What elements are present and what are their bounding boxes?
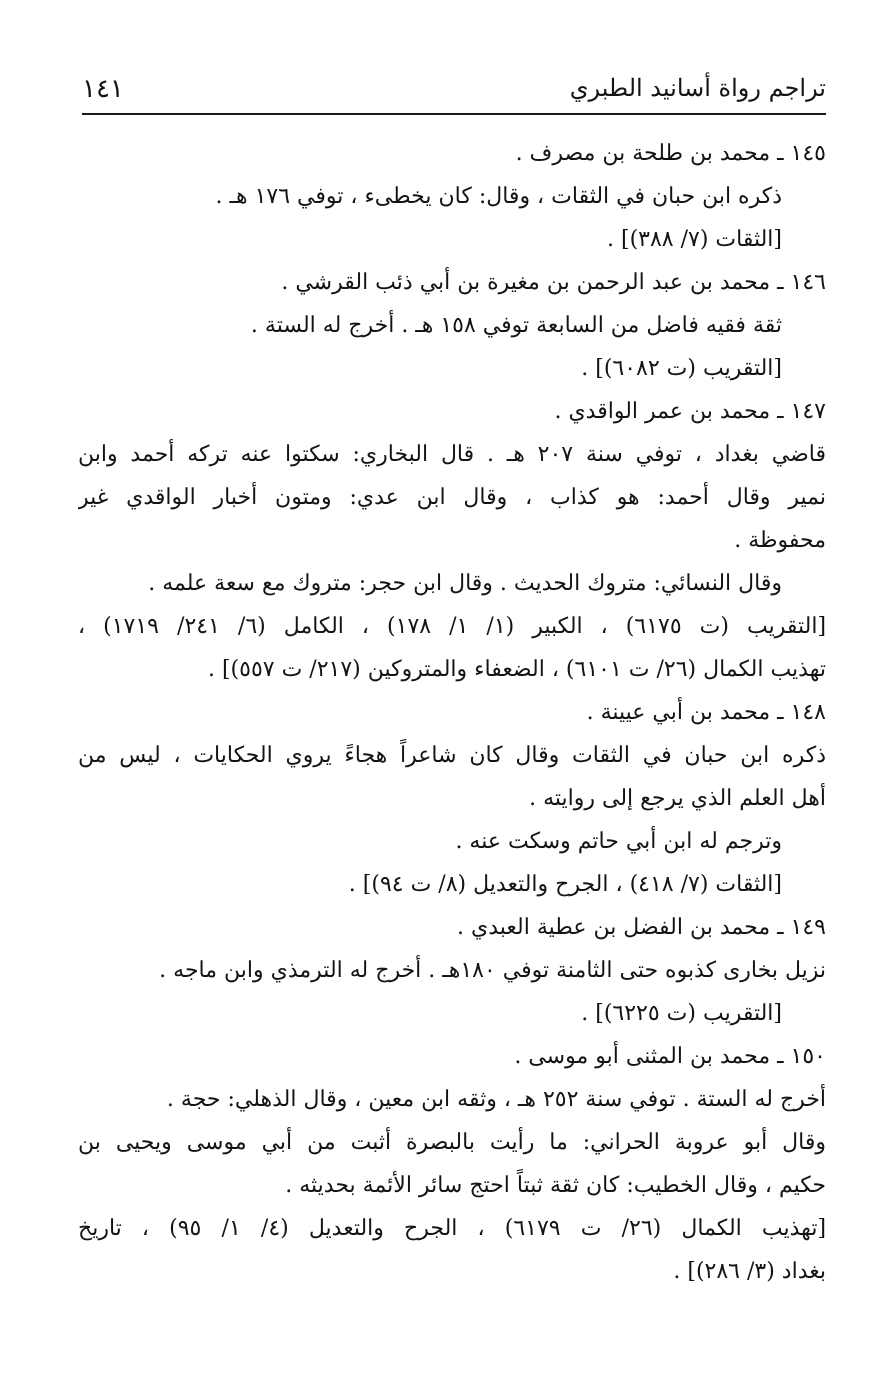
entry-title: ١٤٩ ـ محمد بن الفضل بن عطية العبدي .	[457, 915, 826, 940]
entry-line: [التقريب (ت ٦٠٨٢)] .	[581, 356, 782, 381]
entry-line: أهل العلم الذي يرجع إلى روايته .	[529, 786, 826, 811]
entry-line: حكيم ، وقال الخطيب: كان ثقة ثبتاً احتج سائر الأئمة بحديثه .	[285, 1173, 826, 1198]
entry-line: نمير وقال أحمد: هو كذاب ، وقال ابن عدي: ومتون أخبار الواقدي غير	[78, 485, 826, 510]
entry-line: وقال أبو عروبة الحراني: ما رأيت بالبصرة أثبت من أبي موسى ويحيى بن	[78, 1130, 826, 1155]
entry-title: ١٤٨ ـ محمد بن أبي عيينة .	[586, 700, 826, 725]
entry-line: وقال النسائي: متروك الحديث . وقال ابن حجر: متروك مع سعة علمه .	[148, 571, 782, 596]
header-rule	[82, 113, 826, 115]
entry-line: وترجم له ابن أبي حاتم وسكت عنه .	[455, 829, 782, 854]
entry-line: تهذيب الكمال (٢٦/ ت ٦١٠١) ، الضعفاء والمتروكين (٢١٧/ ت ٥٥٧)] .	[207, 657, 826, 682]
page-number: ١٤١	[82, 74, 124, 104]
entry-line: محفوظة .	[734, 528, 826, 553]
entry-line: [تهذيب الكمال (٢٦/ ت ٦١٧٩) ، الجرح والتعديل (٤/ ١/ ٩٥) ، تاريخ	[78, 1216, 826, 1241]
entry-line: [الثقات (٧/ ٣٨٨)] .	[607, 227, 782, 252]
entry-line: [الثقات (٧/ ٤١٨) ، الجرح والتعديل (٨/ ت ٩٤)] .	[348, 872, 782, 897]
running-title: تراجم رواة أسانيد الطبري	[569, 74, 826, 102]
entry-title: ١٤٥ ـ محمد بن طلحة بن مصرف .	[515, 141, 826, 166]
entry-line: قاضي بغداد ، توفي سنة ٢٠٧ هـ . قال البخاري: سكتوا عنه تركه أحمد وابن	[78, 442, 826, 467]
page-body	[78, 132, 826, 1293]
entry-title: ١٤٧ ـ محمد بن عمر الواقدي .	[554, 399, 826, 424]
entry-line: أخرج له الستة . توفي سنة ٢٥٢ هـ ، وثقه ابن معين ، وقال الذهلي: حجة .	[166, 1087, 826, 1112]
entry-line: بغداد (٣/ ٢٨٦)] .	[673, 1259, 826, 1284]
entry-line: ذكره ابن حبان في الثقات ، وقال: كان يخطىء ، توفي ١٧٦ هـ .	[215, 184, 782, 209]
entry-line: ثقة فقيه فاضل من السابعة توفي ١٥٨ هـ . أخرج له الستة .	[250, 313, 782, 338]
entry-title: ١٤٦ ـ محمد بن عبد الرحمن بن مغيرة بن أبي ذئب القرشي .	[281, 270, 826, 295]
entry-line: [التقريب (ت ٦١٧٥) ، الكبير (١/ ١/ ١٧٨) ، الكامل (٦/ ٢٤١/ ١٧١٩) ،	[78, 614, 826, 639]
entry-line: نزيل بخارى كذبوه حتى الثامنة توفي ١٨٠هـ . أخرج له الترمذي وابن ماجه .	[159, 958, 826, 983]
entry-title: ١٥٠ ـ محمد بن المثنى أبو موسى .	[514, 1044, 826, 1069]
entry-line: [التقريب (ت ٦٢٢٥)] .	[581, 1001, 782, 1026]
entry-line: ذكره ابن حبان في الثقات وقال كان شاعراً هجاءً يروي الحكايات ، ليس من	[78, 743, 826, 768]
page-header	[82, 66, 826, 112]
